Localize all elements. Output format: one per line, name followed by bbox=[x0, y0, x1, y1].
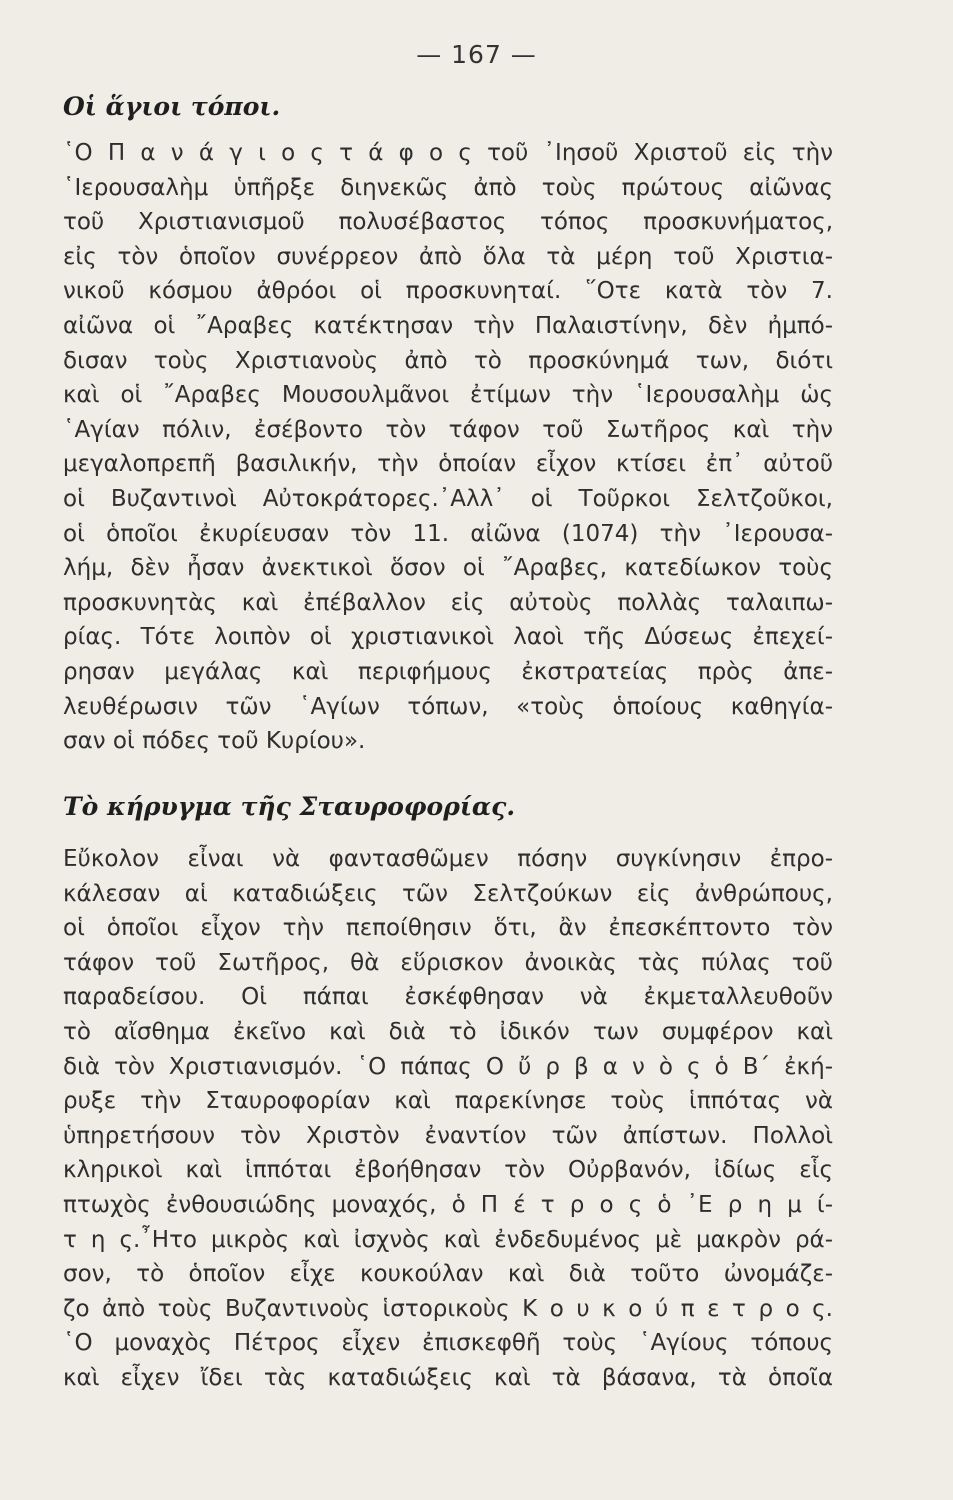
text-line: σαν οἱ πόδες τοῦ Κυρίου». bbox=[63, 728, 366, 755]
text-line: τ η ς.῏Ητο μικρὸς καὶ ἰσχνὸς καὶ ἐνδεδυμένος μὲ μακρὸν ρά- bbox=[63, 1226, 833, 1253]
text-line: νικοῦ κόσμου ἀθρόοι οἱ προσκυνηταί. ῞Οτε κατὰ τὸν 7. bbox=[63, 278, 833, 305]
text-line: μεγαλοπρεπῆ βασιλικήν, τὴν ὁποίαν εἶχον κτίσει ἐπ᾿ αὐτοῦ bbox=[63, 451, 833, 478]
text-line: ρησαν μεγάλας καὶ περιφήμους ἐκστρατείας πρὸς ἀπε- bbox=[63, 658, 833, 685]
paragraph-holy-places bbox=[63, 136, 833, 759]
text-line: σον, τὸ ὁποῖον εἶχε κουκούλαν καὶ διὰ τοῦτο ὠνομάζε- bbox=[63, 1261, 833, 1288]
text-line: αἰῶνα οἱ ῎Αραβες κατέκτησαν τὴν Παλαιστίνην, δὲν ἠμπό- bbox=[63, 312, 833, 339]
text-line: οἱ Βυζαντινοὶ Αὐτοκράτορες.᾿Αλλ᾿ οἱ Τοῦρκοι Σελτζοῦκοι, bbox=[63, 485, 833, 512]
text-line: λήμ, δὲν ἦσαν ἀνεκτικοὶ ὅσον οἱ ῎Αραβες, κατεδίωκον τοὺς bbox=[63, 555, 833, 582]
text-line: ῾Ο Π α ν ά γ ι ο ς τ ά φ ο ς τοῦ ᾿Ιησοῦ Χριστοῦ εἰς τὴν bbox=[63, 140, 833, 166]
text-line: ῾Ιερουσαλὴμ ὑπῆρξε διηνεκῶς ἀπὸ τοὺς πρώτους αἰῶνας bbox=[63, 174, 833, 201]
text-line: προσκυνητὰς καὶ ἐπέβαλλον εἰς αὐτοὺς πολλὰς ταλαιπω- bbox=[63, 589, 833, 616]
page-number: — 167 — bbox=[416, 40, 537, 69]
text-line: κάλεσαν αἱ καταδιώξεις τῶν Σελτζούκων εἰς ἀνθρώπους, bbox=[63, 880, 833, 907]
text-line: Εὔκολον εἶναι νὰ φαντασθῶμεν πόσην συγκίνησιν ἐπρο- bbox=[63, 846, 833, 872]
text-line: τάφον τοῦ Σωτῆρος, θὰ εὕρισκον ἀνοικὰς τὰς πύλας τοῦ bbox=[63, 949, 833, 976]
text-line: δισαν τοὺς Χριστιανοὺς ἀπὸ τὸ προσκύνημά των, διότι bbox=[63, 347, 833, 374]
text-line: οἱ ὁποῖοι εἶχον τὴν πεποίθησιν ὅτι, ἂν ἐπεσκέπτοντο τὸν bbox=[63, 915, 833, 942]
text-line: ρίας. Τότε λοιπὸν οἱ χριστιανικοὶ λαοὶ τῆς Δύσεως ἐπεχεί- bbox=[63, 624, 833, 651]
paragraph-crusade-preaching bbox=[63, 842, 833, 1396]
text-line: διὰ τὸν Χριστιανισμόν. ῾Ο πάπας Ο ὔ ρ β α ν ὸ ς ὁ Β΄ ἐκή- bbox=[63, 1053, 833, 1080]
text-line: ῾Ο μοναχὸς Πέτρος εἶχεν ἐπισκεφθῆ τοὺς ῾Αγίους τόπους bbox=[63, 1330, 833, 1357]
text-line: τὸ αἴσθημα ἐκεῖνο καὶ διὰ τὸ ἰδικόν των συμφέρον καὶ bbox=[63, 1018, 833, 1045]
text-line: καὶ εἶχεν ἴδει τὰς καταδιώξεις καὶ τὰ βάσανα, τὰ ὁποῖα bbox=[63, 1364, 833, 1391]
section-heading-holy-places: Οἱ ἅγιοι τόποι. bbox=[63, 92, 281, 121]
text-line: ῾Αγίαν πόλιν, ἐσέβοντο τὸν τάφον τοῦ Σωτῆρος καὶ τὴν bbox=[63, 416, 833, 443]
text-line: κληρικοὶ καὶ ἱππόται ἐβοήθησαν τὸν Οὐρβανόν, ἰδίως εἷς bbox=[63, 1157, 833, 1184]
text-line: τοῦ Χριστιανισμοῦ πολυσέβαστος τόπος προσκυνήματος, bbox=[63, 209, 833, 236]
text-line: οἱ ὁποῖοι ἐκυρίευσαν τὸν 11. αἰῶνα (1074) τὴν ᾿Ιερουσα- bbox=[63, 520, 833, 547]
text-line: καὶ οἱ ῎Αραβες Μουσουλμᾶνοι ἐτίμων τὴν ῾Ιερουσαλὴμ ὡς bbox=[63, 382, 833, 409]
text-line: λευθέρωσιν τῶν ῾Αγίων τόπων, «τοὺς ὁποίους καθηγία- bbox=[63, 693, 833, 720]
text-line: πτωχὸς ἐνθουσιώδης μοναχός, ὁ Π έ τ ρ ο ς ὁ ᾿Ε ρ η μ ί- bbox=[63, 1191, 833, 1218]
text-line: ὑπηρετήσουν τὸν Χριστὸν ἐναντίον τῶν ἀπίστων. Πολλοὶ bbox=[63, 1122, 833, 1149]
text-line: εἰς τὸν ὁποῖον συνέρρεον ἀπὸ ὅλα τὰ μέρη τοῦ Χριστια- bbox=[63, 243, 833, 270]
section-heading-crusade-preaching: Τὸ κήρυγμα τῆς Σταυροφορίας. bbox=[63, 792, 516, 821]
text-line: ζο ἀπὸ τοὺς Βυζαντινοὺς ἱστορικοὺς Κ ο υ κ ο ύ π ε τ ρ ο ς. bbox=[63, 1295, 833, 1322]
text-line: ρυξε τὴν Σταυροφορίαν καὶ παρεκίνησε τοὺς ἱππότας νὰ bbox=[63, 1088, 833, 1115]
text-line: παραδείσου. Οἱ πάπαι ἐσκέφθησαν νὰ ἐκμεταλλευθοῦν bbox=[63, 984, 833, 1011]
